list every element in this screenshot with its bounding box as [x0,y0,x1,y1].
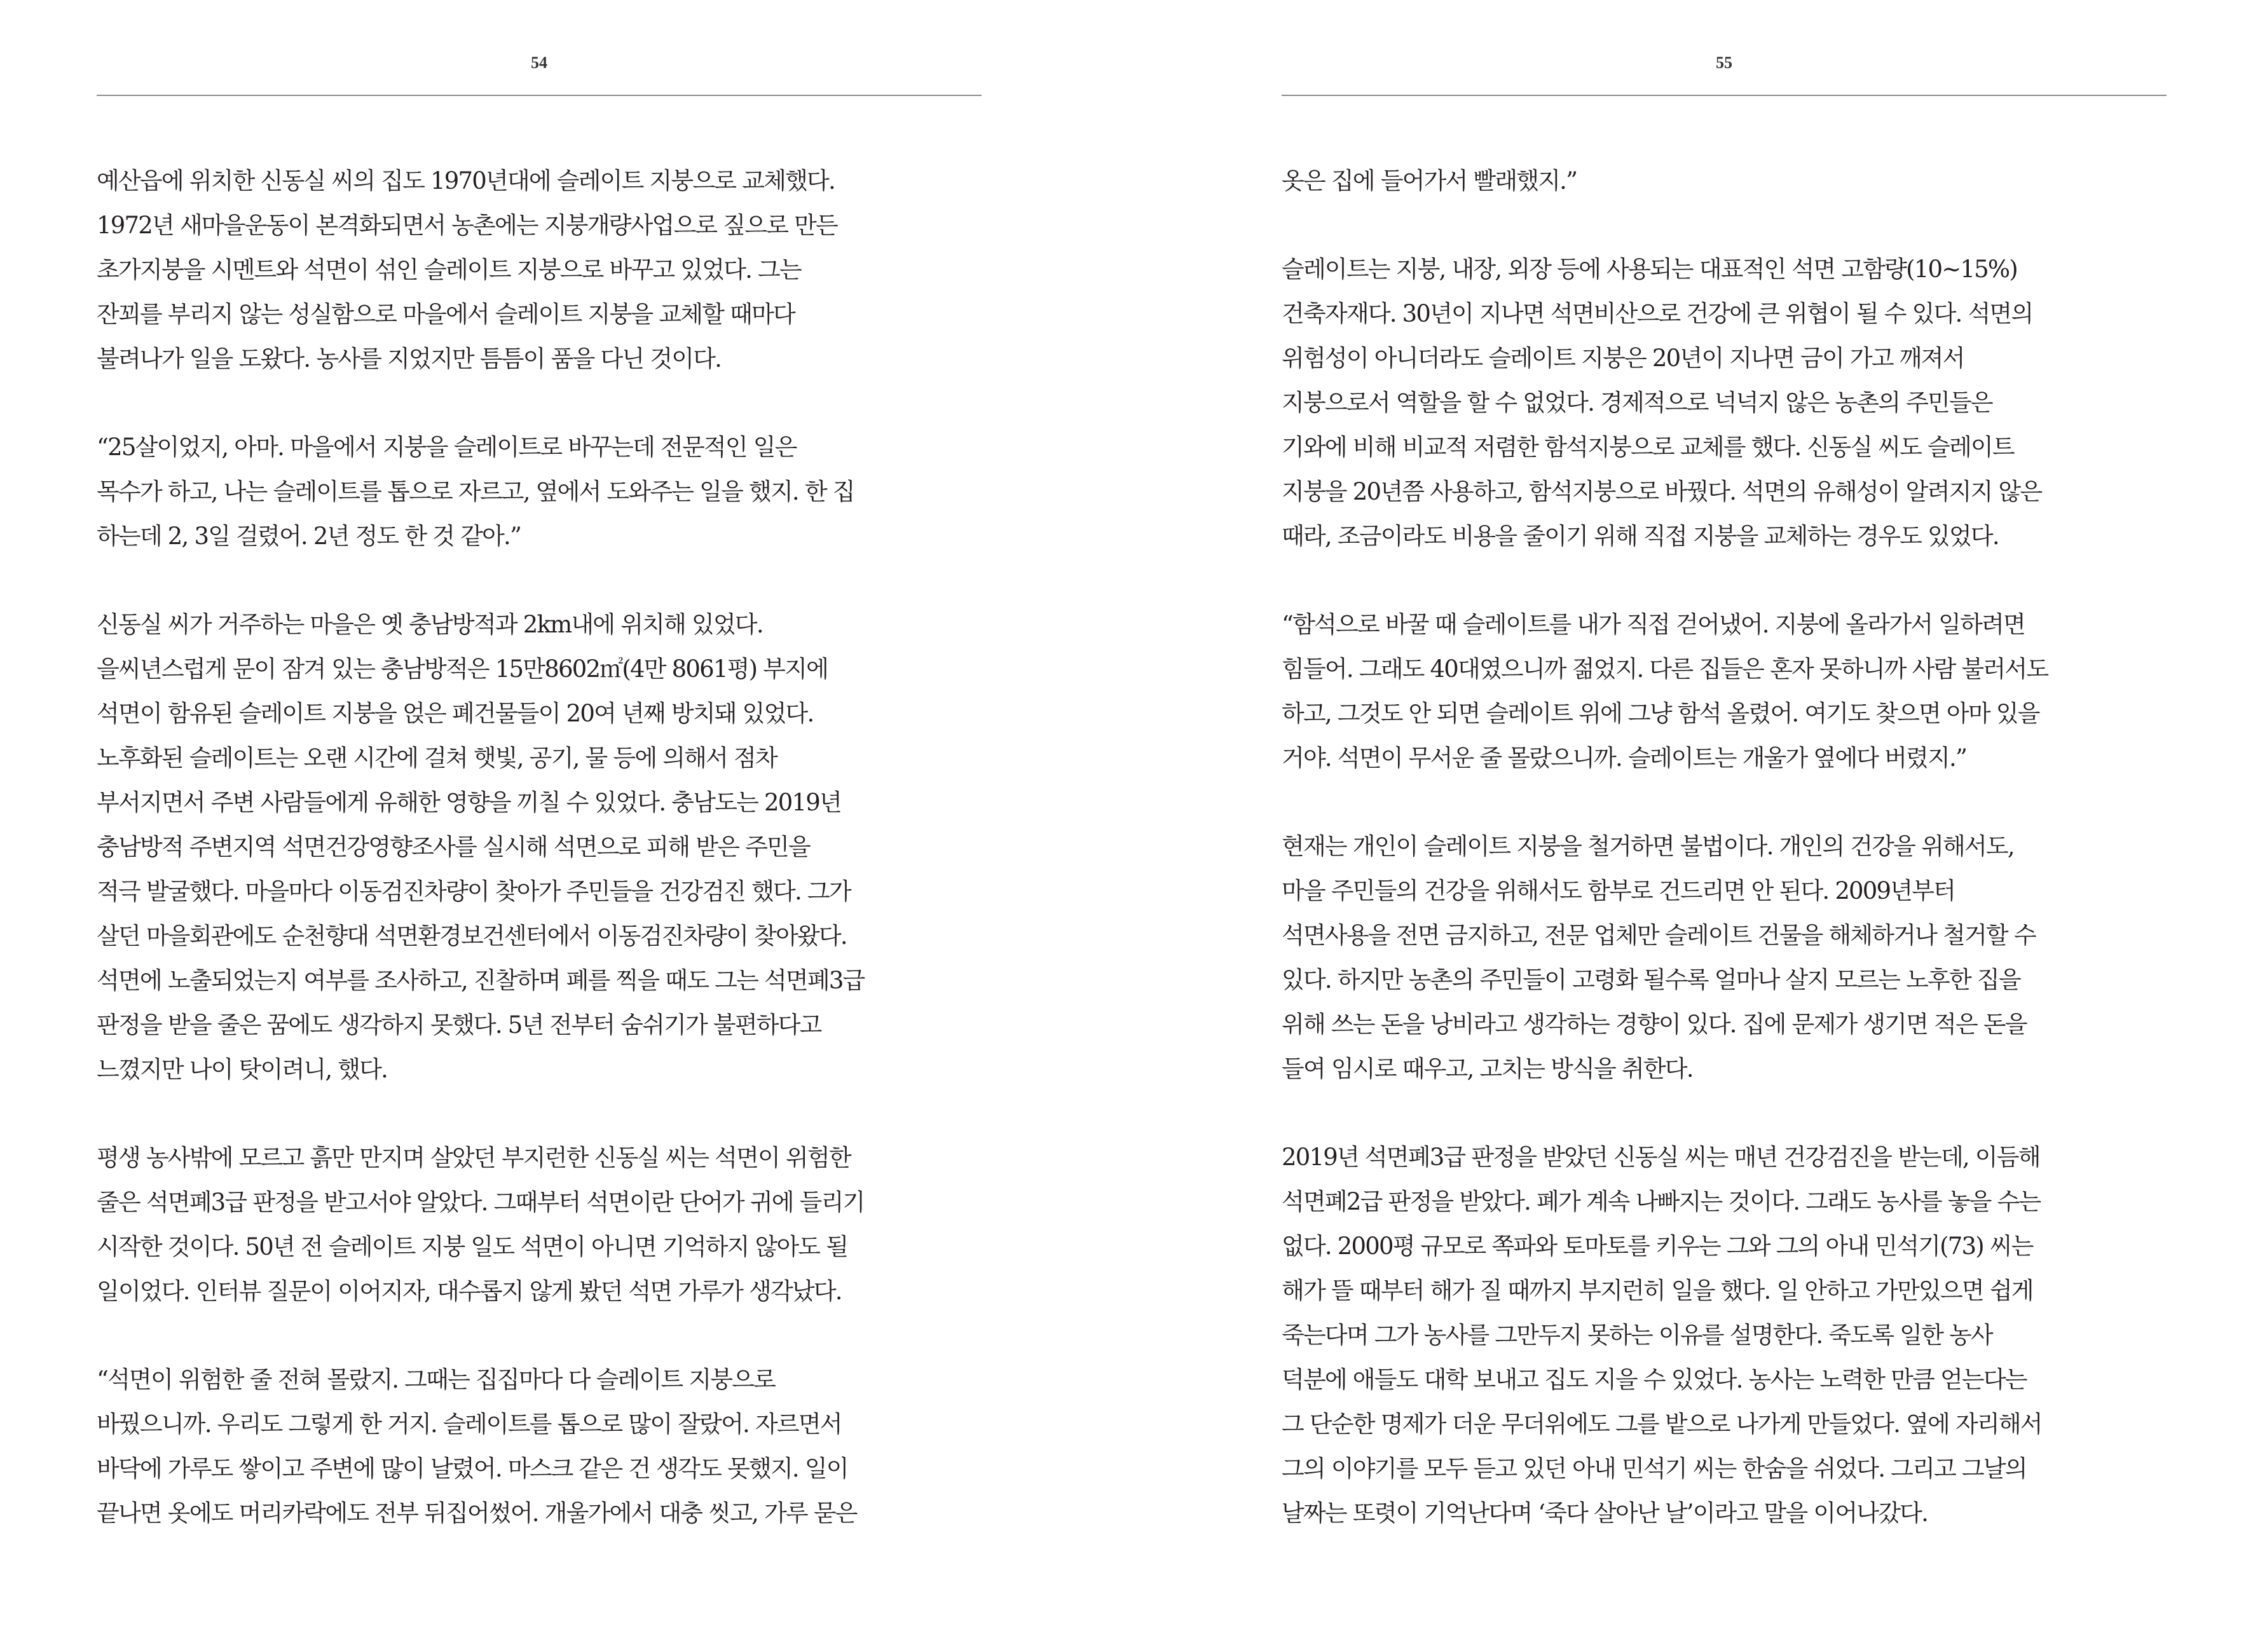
paragraph [1282,159,2167,203]
text-line: 있다. 하지만 농촌의 주민들이 고령화 될수록 얼마나 살지 모르는 노후한 집을 [1282,966,2020,993]
text-line: “함석으로 바꿀 때 슬레이트를 내가 직접 걷어냈어. 지붕에 올라가서 일하려면 [1282,611,2025,638]
text-line: “석면이 위험한 줄 전혀 몰랐지. 그때는 집집마다 다 슬레이트 지붕으로 [97,1366,776,1393]
text-line: 하는데 2, 3일 걸렸어. 2년 정도 한 것 같아.” [97,522,521,550]
text-line: 없다. 2000평 규모로 쪽파와 토마토를 키우는 그와 그의 아내 민석기(73) 씨는 [1282,1232,2033,1260]
paragraph [1282,1135,2167,1536]
text-line: 예산읍에 위치한 신동실 씨의 집도 1970년대에 슬레이트 지붕으로 교체했다. [97,167,835,195]
text-line: 노후화된 슬레이트는 오랜 시간에 걸쳐 햇빛, 공기, 물 등에 의해서 점차 [97,744,777,772]
text-line: 거야. 석면이 무서운 줄 몰랐으니까. 슬레이트는 개울가 옆에다 버렸지.” [1282,744,1967,772]
text-line: 살던 마을회관에도 순천향대 석면환경보건센터에서 이동검진차량이 찾아왔다. [97,922,847,950]
text-line: 일이었다. 인터뷰 질문이 이어지자, 대수롭지 않게 봤던 석면 가루가 생각났다. [97,1278,842,1305]
paragraph [97,1136,982,1314]
paragraph [97,1358,982,1536]
text-line: 때라, 조금이라도 비용을 줄이기 위해 직접 지붕을 교체하는 경우도 있었다. [1282,522,1999,550]
paragraph [1282,603,2167,781]
text-line: 그 단순한 명제가 더운 무더위에도 그를 밭으로 나가게 만들었다. 옆에 자리해서 [1282,1410,2042,1438]
paragraph [97,603,982,1092]
paragraph [1282,247,2167,559]
text-line: 평생 농사밖에 모르고 흙만 만지며 살았던 부지런한 신동실 씨는 석면이 위험한 [97,1144,851,1171]
text-line: 슬레이트는 지붕, 내장, 외장 등에 사용되는 대표적인 석면 고함량(10~15%) [1282,256,2017,283]
text-line: 마을 주민들의 건강을 위해서도 함부로 건드리면 안 된다. 2009년부터 [1282,877,1955,905]
text-line: 목수가 하고, 나는 슬레이트를 톱으로 자르고, 옆에서 도와주는 일을 했지. 한 집 [97,478,854,505]
page-number: 54 [531,53,547,72]
page-body [1282,159,2167,1580]
text-line: 그의 이야기를 모두 듣고 있던 아내 민석기 씨는 한숨을 쉬었다. 그리고 그날의 [1282,1455,2027,1482]
text-line: 초가지붕을 시멘트와 석면이 섞인 슬레이트 지붕으로 바꾸고 있었다. 그는 [97,256,801,283]
text-line: 2019년 석면폐3급 판정을 받았던 신동실 씨는 매년 건강검진을 받는데, 이듬해 [1282,1143,2040,1171]
right-page [1282,0,2167,1652]
text-line: 충남방적 주변지역 석면건강영향조사를 실시해 석면으로 피해 받은 주민을 [97,833,810,861]
text-line: 위험성이 아니더라도 슬레이트 지붕은 20년이 지나면 금이 가고 깨져서 [1282,345,1964,372]
text-line: 줄은 석면폐3급 판정을 받고서야 알았다. 그때부터 석면이란 단어가 귀에 들리기 [97,1189,865,1216]
text-line: 석면에 노출되었는지 여부를 조사하고, 진찰하며 폐를 찍을 때도 그는 석면폐3급 [97,967,865,994]
paragraph [97,159,982,381]
text-line: 건축자재다. 30년이 지나면 석면비산으로 건강에 큰 위협이 될 수 있다. 석면의 [1282,300,2033,327]
text-line: 지붕을 20년쯤 사용하고, 함석지붕으로 바꿨다. 석면의 유해성이 알려지지 않은 [1282,478,2042,505]
text-line: 석면이 함유된 슬레이트 지붕을 얹은 폐건물들이 20여 년째 방치돼 있었다. [97,700,814,727]
page-number: 55 [1716,53,1732,72]
text-line: 기와에 비해 비교적 저렴한 함석지붕으로 교체를 했다. 신동실 씨도 슬레이트 [1282,433,2014,461]
text-line: 시작한 것이다. 50년 전 슬레이트 지붕 일도 석면이 아니면 기억하지 않아도 될 [97,1233,848,1260]
text-line: 바꿨으니까. 우리도 그렇게 한 거지. 슬레이트를 톱으로 많이 잘랐어. 자르면서 [97,1410,842,1438]
text-line: 적극 발굴했다. 마을마다 이동검진차량이 찾아가 주민들을 건강검진 했다. 그가 [97,878,851,905]
text-line: 위해 쓰는 돈을 낭비라고 생각하는 경향이 있다. 집에 문제가 생기면 적은 돈을 [1282,1011,2027,1038]
text-line: 현재는 개인이 슬레이트 지붕을 철거하면 불법이다. 개인의 건강을 위해서도, [1282,833,2014,860]
paragraph [1282,824,2167,1091]
text-line: 잔꾀를 부리지 않는 성실함으로 마을에서 슬레이트 지붕을 교체할 때마다 [97,301,795,328]
left-page [97,0,982,1652]
text-line: 부서지면서 주변 사람들에게 유해한 영향을 끼칠 수 있었다. 충남도는 2019년 [97,789,841,816]
text-line: 판정을 받을 줄은 꿈에도 생각하지 못했다. 5년 전부터 숨쉬기가 불편하다고 [97,1011,821,1039]
text-line: 날짜는 또렷이 기억난다며 ‘죽다 살아난 날’이라고 말을 이어나갔다. [1282,1499,1928,1527]
text-line: 을씨년스럽게 문이 잠겨 있는 충남방적은 15만8602㎡(4만 8061평) 부지에 [97,655,828,683]
text-line: 옷은 집에 들어가서 빨래했지.” [1282,167,1577,195]
text-line: 지붕으로서 역할을 할 수 없었다. 경제적으로 넉넉지 않은 농촌의 주민들은 [1282,389,1992,416]
text-line: 해가 뜰 때부터 해가 질 때까지 부지런히 일을 했다. 일 안하고 가만있으면 쉽게 [1282,1277,2033,1304]
header-rule [97,95,982,96]
text-line: “25살이었지, 아마. 마을에서 지붕을 슬레이트로 바꾸는데 전문적인 일은 [97,433,797,461]
text-line: 끝나면 옷에도 머리카락에도 전부 뒤집어썼어. 개울가에서 대충 씻고, 가루 묻은 [97,1499,857,1527]
text-line: 힘들어. 그래도 40대였으니까 젊었지. 다른 집들은 혼자 못하니까 사람 불러서도 [1282,655,2048,683]
page-body [97,159,982,1580]
text-line: 불려나가 일을 도왔다. 농사를 지었지만 틈틈이 품을 다닌 것이다. [97,345,722,372]
text-line: 들여 임시로 때우고, 고치는 방식을 취한다. [1282,1055,1693,1082]
text-line: 1972년 새마을운동이 본격화되면서 농촌에는 지붕개량사업으로 짚으로 만든 [97,212,837,239]
text-line: 느꼈지만 나이 탓이려니, 했다. [97,1056,388,1083]
text-line: 덕분에 애들도 대학 보내고 집도 지을 수 있었다. 농사는 노력한 만큼 얻는다는 [1282,1366,2027,1393]
text-line: 죽는다며 그가 농사를 그만두지 못하는 이유를 설명한다. 죽도록 일한 농사 [1282,1321,1992,1349]
text-line: 바닥에 가루도 쌓이고 주변에 많이 날렸어. 마스크 같은 건 생각도 못했지. 일이 [97,1455,848,1482]
text-line: 신동실 씨가 거주하는 마을은 옛 충남방적과 2km내에 위치해 있었다. [97,611,763,638]
text-line: 석면폐2급 판정을 받았다. 폐가 계속 나빠지는 것이다. 그래도 농사를 놓을 수는 [1282,1188,2041,1215]
paragraph [97,425,982,559]
header-rule [1282,95,2167,96]
text-line: 하고, 그것도 안 되면 슬레이트 위에 그냥 함석 올렸어. 여기도 찾으면 아마 있을 [1282,700,2039,727]
text-line: 석면사용을 전면 금지하고, 전문 업체만 슬레이트 건물을 해체하거나 철거할 수 [1282,922,2036,949]
